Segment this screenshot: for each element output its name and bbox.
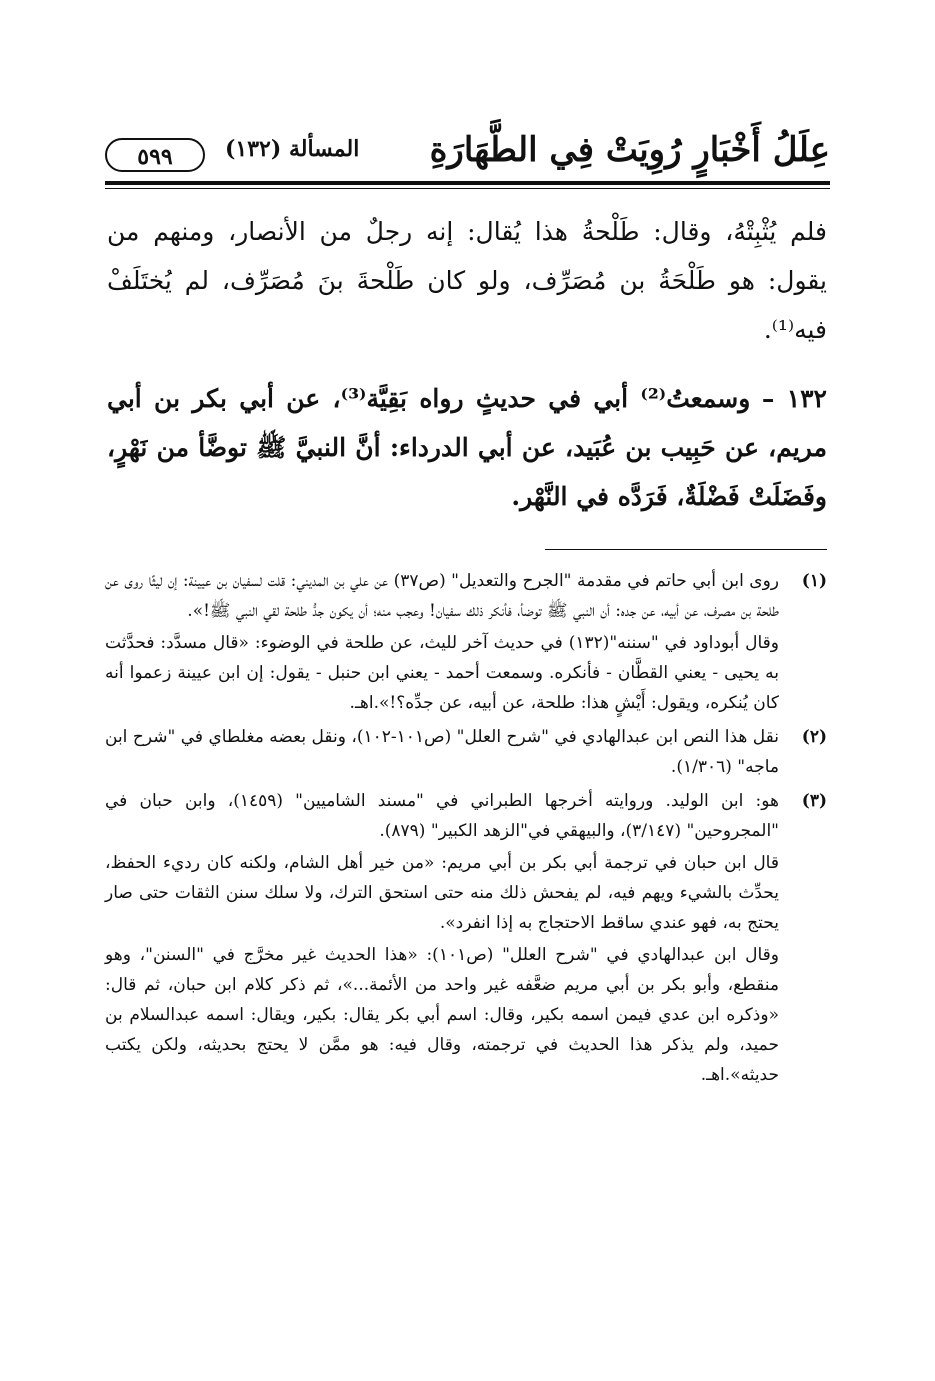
footnote-paragraph: قال ابن حبان في ترجمة أبي بكر بن أبي مريم: «من خير أهل الشام، ولكنه كان رديء الحفظ، يحدِّث بالشيء ويهم فيه، لم يفحش ذلك منه حتى استحق الترك، ولا سلك سنن الثقات حتى صار يحتج به، فهو عندي ساقط الاحتجاج به إذا انفرد». bbox=[105, 853, 779, 933]
footnote-paragraph: وقال أبوداود في "سننه"(١٣٢) في حديث آخر لليث، عن طلحة في الوضوء: «قال مسدَّد: فحدَّثت به يحيى - يعني القطَّان - فأنكره. وسمعت أحمد - يعني ابن حنبل - يقول: إن ابن عيينة زعموا أنه كان يُنكره، ويقول: أَيْشٍ هذا: طلحة، عن أبيه، عن جدِّه؟!».اهـ. bbox=[105, 633, 779, 713]
footnote-3 bbox=[105, 786, 827, 1090]
book-title: عِلَلُ أَخْبَارٍ رُوِيَتْ فِي الطَّهَارَةِ bbox=[429, 130, 830, 170]
paragraph-continuation: فلم يُثْبِتْهُ، وقال: طَلْحةُ هذا يُقال: إنه رجلٌ من الأنصار، ومنهم من يقول: هو طَلْحَةُ بن مُصَرِّف، ولو كان طَلْحةَ بنَ مُصَرِّف، لم يُختَلَفْ فيه⁽¹⁾. bbox=[107, 217, 827, 344]
header-rule-thin bbox=[105, 188, 830, 189]
footnote-marker: (٣) bbox=[801, 791, 827, 811]
footnote-2 bbox=[105, 722, 827, 782]
item-number: ١٣٢ – bbox=[761, 384, 827, 413]
footnote-marker: (٢) bbox=[801, 727, 827, 747]
item-text: وسمعتُ⁽²⁾ أبي في حديثٍ رواه بَقِيَّة⁽³⁾، عن أبي بكر بن أبي مريم، عن حَبِيب بن عُبَيد، عن أبي الدرداء: أنَّ النبيَّ ﷺ توضَّأ من نَهْرٍ، وفَضَلَتْ فَضْلَةٌ، فَرَدَّه في النَّهْر. bbox=[107, 384, 827, 511]
footnote-separator bbox=[545, 549, 827, 550]
footnote-paragraph: نقل هذا النص ابن عبدالهادي في "شرح العلل" (ص١٠١-١٠٢)، ونقل بعضه مغلطاي في "شرح ابن ماجه" (١/٣٠٦). bbox=[105, 727, 779, 777]
main-text bbox=[107, 207, 827, 521]
running-header bbox=[105, 128, 830, 178]
footnotes bbox=[105, 566, 827, 1090]
footnote-marker: (١) bbox=[801, 571, 827, 591]
footnote-paragraph: وقال ابن عبدالهادي في "شرح العلل" (ص١٠١): «هذا الحديث غير مخرَّج في "السنن"، وهو منقطع، وأبو بكر بن أبي مريم ضعَّفه غير واحد من الأئمة...»، ثم ذكر كلام ابن حبان، ثم قال: «وذكره ابن عدي فيمن اسمه بكير، وقال: اسم أبي بكر يقال: بكير، ويقال: اسمه عبدالسلام بن حميد، ولم يذكر هذا الحديث في ترجمته، وقال فيه: هو ممَّن لا يحتج بحديثه، ولكن يكتب حديثه».اهـ. bbox=[105, 945, 779, 1085]
footnote-1 bbox=[105, 566, 827, 718]
header-rule-thick bbox=[105, 181, 830, 185]
paragraph-item-132 bbox=[107, 374, 827, 521]
footnote-paragraph: هو: ابن الوليد. وروايته أخرجها الطبراني في "مسند الشاميين" (١٤٥٩)، وابن حبان في "المجروحين" (٣/١٤٧)، والبيهقي في"الزهد الكبير" (٨٧٩). bbox=[105, 791, 779, 841]
issue-label: المسألة (١٣٢) bbox=[225, 136, 360, 162]
page-number: ٥٩٩ bbox=[105, 138, 205, 172]
footnote-paragraph: روى ابن أبي حاتم في مقدمة "الجرح والتعديل" (ص٣٧) عن علي بن المديني: قلت لسفيان بن عيينة: إن ليثًا روى عن طلحة بن مصرف، عن أبيه، عن جده: أن النبي ﷺ توضأ، فأنكر ذلك سفيان! وعجب منه؛ أن يكون جدُّ طلحة لقي النبي ﷺ!». bbox=[105, 571, 779, 621]
